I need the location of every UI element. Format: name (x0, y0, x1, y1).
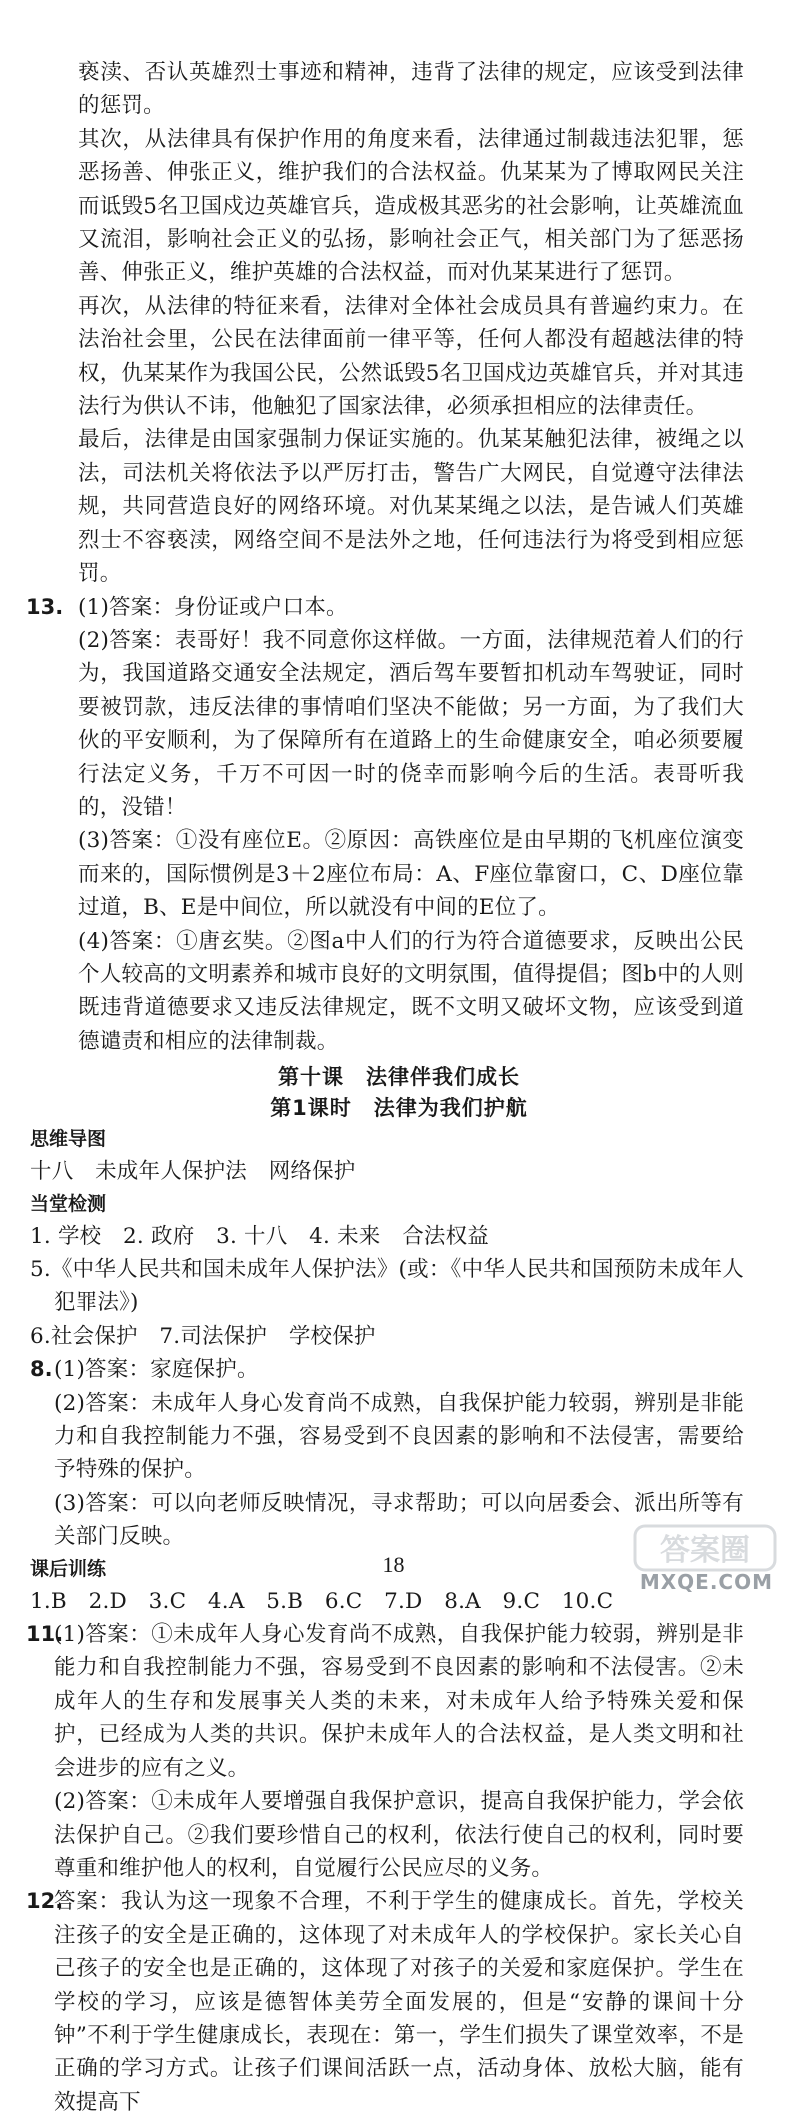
page-number: 18 (382, 1552, 405, 1577)
question-13 (26, 591, 744, 1059)
mindmap-heading: 思维导图 (30, 1128, 107, 1151)
answer-8-1: (1)答案：家庭保护。 (54, 1357, 259, 1383)
answer-13-2: (2)答案：表哥好！我不同意你这样做。一方面，法律规范着人们的行为，我国道路交通安全法规定，酒后驾车要暂扣机动车驾驶证，同时要被罚款，违反法律的事情咱们坚决不能做；另一方面，为了我们大伙的平安顺利，为了保障所有在道路上的生命健康安全，咱必须要履行法定义务，千万不可因一时的侥幸而影响今后的生活。表哥听我的，没错！ (78, 627, 744, 820)
paragraph-second: 其次，从法律具有保护作用的角度来看，法律通过制裁违法犯罪，惩恶扬善、伸张正义，维护我们的合法权益。仇某某为了博取网民关注而诋毁5名卫国戍边英雄官兵，造成极其恶劣的社会影响，让英雄流血又流泪，影响社会正义的弘扬，影响社会正气，相关部门为了惩恶扬善、伸张正义，维护英雄的合法权益，而对仇某某进行了惩罚。 (78, 126, 744, 286)
answer-8-2: (2)答案：未成年人身心发育尚不成熟，自我保护能力较弱，辨别是非能力和自我控制能力不强，容易受到不良因素的影响和不法侵害，需要给予特殊的保护。 (54, 1390, 744, 1483)
question-number: 8. (30, 1357, 53, 1382)
watermark-main: 答案圈 (660, 1533, 750, 1568)
question-number: 11. (26, 1622, 64, 1647)
watermark-url: MXQE.COM (639, 1570, 773, 1594)
mindmap-answer: 十八 未成年人保护法 网络保护 (30, 1159, 356, 1185)
answer-13-3: (3)答案：①没有座位E。②原因：高铁座位是由早期的飞机座位演变而来的，国际惯例是3＋2座位布局：A、F座位靠窗口，C、D座位靠过道，B、E是中间位，所以就没有中间的E位了。 (78, 828, 744, 921)
answer-page (26, 56, 744, 2119)
answers-6-7: 6.社会保护 7.司法保护 学校保护 (30, 1323, 376, 1349)
answer-5: 5.《中华人民共和国未成年人保护法》(或：《中华人民共和国预防未成年人犯罪法》) (30, 1257, 744, 1316)
class-check-heading: 当堂检测 (30, 1192, 107, 1215)
question-11 (26, 1618, 744, 1885)
answer-12: 答案：我认为这一现象不合理，不利于学生的健康成长。首先，学校关注孩子的安全是正确的，这体现了对未成年人的学校保护。家长关心自己孩子的安全也是正确的，这体现了对孩子的关爱和家庭保护。学生在学校的学习，应该是德智体美劳全面发展的，但是“安静的课间十分钟”不利于学生健康成长，表现在：第一，学生们损失了课堂效率，不是正确的学习方式。让孩子们课间活跃一点，活动身体、放松大脑，能有效提高下 (54, 1889, 744, 2115)
answer-13-1: (1)答案：身份证或户口本。 (78, 594, 348, 620)
period-title: 第1课时 法律为我们护航 (270, 1096, 528, 1121)
answers-1-4: 1. 学校 2. 政府 3. 十八 4. 未来 合法权益 (30, 1223, 489, 1249)
multiple-choice-answers: 1.B 2.D 3.C 4.A 5.B 6.C 7.D 8.A 9.C 10.C (30, 1588, 614, 1614)
lesson-title: 第十课 法律伴我们成长 (278, 1065, 520, 1090)
answer-11-1: (1)答案：①未成年人身心发育尚不成熟，自我保护能力较弱，辨别是非能力和自我控制能力不强，容易受到不良因素的影响和不法侵害。②未成年人的生存和发展事关人类的未来，对未成年人给予特殊关爱和保护，已经成为人类的共识。保护未成年人的合法权益，是人类文明和社会进步的应有之义。 (54, 1622, 744, 1781)
answer-11-2: (2)答案：①未成年人要增强自我保护意识，提高自我保护能力，学会依法保护自己。②我们要珍惜自己的权利，依法行使自己的权利，同时要尊重和维护他人的权利，自觉履行公民应尽的义务。 (54, 1789, 744, 1881)
paragraph-last: 最后，法律是由国家强制力保证实施的。仇某某触犯法律，被绳之以法，司法机关将依法予以严厉打击，警告广大网民，自觉遵守法律法规，共同营造良好的网络环境。对仇某某绳之以法，是告诫人们英雄烈士不容亵渎，网络空间不是法外之地，任何违法行为将受到相应惩罚。 (78, 427, 744, 587)
paragraph-third: 再次，从法律的特征来看，法律对全体社会成员具有普遍约束力。在法治社会里，公民在法律面前一律平等，任何人都没有超越法律的特权，仇某某作为我国公民，公然诋毁5名卫国戍边英雄官兵，并对其违法行为供认不讳，他触犯了国家法律，必须承担相应的法律责任。 (78, 293, 744, 420)
after-class-heading: 课后训练 (30, 1557, 107, 1580)
answer-13-4: (4)答案：①唐玄奘。②图a中人们的行为符合道德要求，反映出公民个人较高的文明素养和城市良好的文明氛围，值得提倡；图b中的人则既违背道德要求又违反法律规定，既不文明又破坏文物，应该受到道德谴责和相应的法律制裁。 (78, 928, 744, 1054)
question-12 (26, 1885, 744, 2119)
question-number: 13. (26, 594, 64, 619)
text-line: 亵渎、否认英雄烈士事迹和精神，违背了法律的规定，应该受到法律的惩罚。 (78, 60, 744, 119)
question-number: 12. (26, 1889, 64, 1914)
answer-8-3: (3)答案：可以向老师反映情况，寻求帮助；可以向居委会、派出所等有关部门反映。 (54, 1490, 744, 1550)
